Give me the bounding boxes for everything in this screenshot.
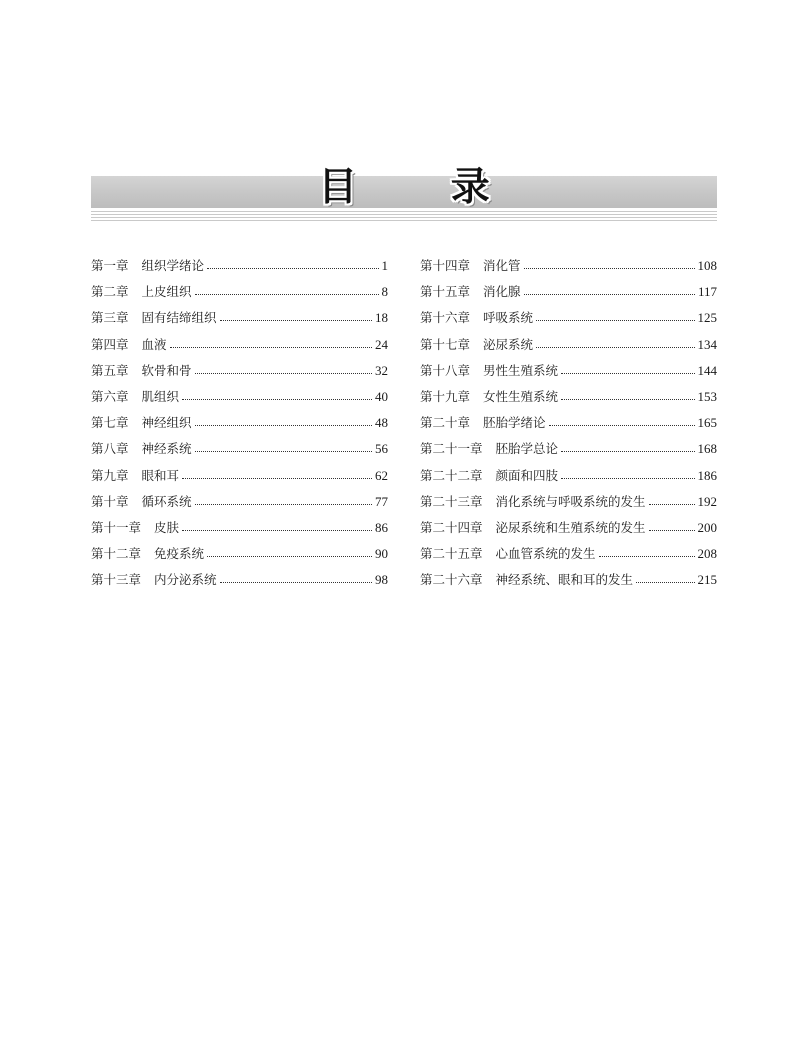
toc-entry[interactable]	[420, 384, 717, 410]
toc-leader-dots	[561, 372, 694, 374]
toc-chapter-title: 消化腺	[483, 284, 521, 300]
toc-leader-dots	[170, 346, 372, 348]
toc-entry[interactable]	[91, 384, 388, 410]
toc-leader-dots	[195, 424, 372, 426]
toc-chapter-label: 第六章	[91, 388, 129, 404]
toc-chapter-label: 第九章	[91, 467, 129, 483]
toc-page-number: 200	[697, 519, 717, 535]
toc-page-number: 108	[697, 258, 717, 273]
toc-leader-dots	[561, 398, 694, 400]
toc-chapter-label: 第四章	[91, 336, 129, 352]
toc-chapter-label: 第十章	[91, 493, 129, 509]
toc-column-right	[420, 253, 717, 593]
toc-entry[interactable]	[420, 489, 717, 515]
toc-leader-dots	[599, 555, 695, 557]
toc-entry[interactable]	[91, 515, 388, 541]
toc-page-number: 56	[375, 441, 388, 457]
toc-chapter-title: 软骨和骨	[141, 362, 192, 378]
toc-chapter-label: 第八章	[91, 441, 129, 457]
toc-entry[interactable]	[91, 279, 388, 305]
toc-entry[interactable]	[91, 332, 388, 358]
toc-entry[interactable]	[420, 279, 717, 305]
toc-chapter-title: 心血管系统的发生	[495, 546, 596, 562]
toc-chapter-title: 组织学绪论	[141, 258, 205, 273]
toc-chapter-label: 第十八章	[420, 362, 471, 378]
toc-page-number: 8	[381, 284, 388, 300]
toc-entry[interactable]	[91, 436, 388, 462]
toc-page-number: 134	[697, 336, 717, 352]
toc-entry[interactable]	[420, 567, 717, 593]
toc-entry[interactable]	[420, 541, 717, 567]
toc-chapter-title: 消化管	[483, 258, 521, 273]
toc-page-number: 24	[375, 336, 388, 352]
toc-leader-dots	[561, 450, 694, 452]
toc-leader-dots	[207, 555, 372, 557]
toc-chapter-title: 胚胎学绪论	[483, 415, 546, 431]
toc-chapter-label: 第二章	[91, 284, 129, 300]
toc-leader-dots	[195, 372, 372, 374]
toc-chapter-title: 男性生殖系统	[483, 362, 559, 378]
toc-entry[interactable]	[420, 332, 717, 358]
toc-chapter-label: 第十五章	[420, 284, 471, 300]
toc-chapter-title: 眼和耳	[141, 467, 180, 483]
toc-chapter-label: 第五章	[91, 362, 129, 378]
toc-page-number: 62	[375, 467, 388, 483]
toc-column-left	[91, 253, 388, 593]
toc-leader-dots	[182, 398, 372, 400]
toc-page-number: 48	[375, 415, 388, 431]
toc-chapter-title: 呼吸系统	[483, 310, 534, 326]
toc-entry[interactable]	[91, 305, 388, 331]
toc-leader-dots	[524, 293, 695, 295]
toc-chapter-label: 第二十章	[420, 415, 471, 431]
toc-chapter-title: 皮肤	[154, 519, 180, 535]
toc-leader-dots	[536, 346, 694, 348]
toc-entry[interactable]	[420, 410, 717, 436]
toc-leader-dots	[220, 581, 372, 583]
toc-chapter-label: 第十二章	[91, 546, 142, 562]
toc-entry[interactable]	[91, 253, 388, 279]
toc-entry[interactable]	[91, 358, 388, 384]
toc-page-number: 144	[697, 362, 717, 378]
toc-chapter-title: 泌尿系统	[483, 336, 534, 352]
toc-entry[interactable]	[91, 489, 388, 515]
toc-leader-dots	[561, 477, 694, 479]
toc-leader-dots	[195, 293, 379, 295]
title-rule-lines	[91, 211, 717, 223]
toc-chapter-label: 第二十六章	[420, 572, 483, 588]
toc-leader-dots	[649, 529, 695, 531]
toc-leader-dots	[207, 267, 378, 269]
toc-page-number: 32	[375, 362, 388, 378]
toc-chapter-title: 女性生殖系统	[483, 388, 559, 404]
toc-chapter-title: 上皮组织	[141, 284, 192, 300]
toc-page-number: 153	[697, 388, 717, 404]
toc-page-number: 40	[375, 388, 388, 404]
toc-chapter-title: 神经系统、眼和耳的发生	[495, 572, 634, 588]
toc-chapter-label: 第十四章	[420, 258, 471, 273]
toc-chapter-label: 第十九章	[420, 388, 471, 404]
toc-page-number: 18	[375, 310, 388, 326]
toc-chapter-title: 神经组织	[141, 415, 192, 431]
toc-chapter-label: 第一章	[91, 258, 129, 273]
toc-page-number: 168	[697, 441, 717, 457]
toc-chapter-label: 第二十三章	[420, 493, 483, 509]
toc-chapter-title: 胚胎学总论	[495, 441, 559, 457]
toc-chapter-title: 固有结缔组织	[141, 310, 217, 326]
toc-chapter-label: 第二十二章	[420, 467, 483, 483]
toc-page-number: 98	[375, 572, 388, 588]
toc-leader-dots	[220, 319, 372, 321]
toc-page-number: 165	[697, 415, 717, 431]
toc-leader-dots	[549, 424, 695, 426]
toc-page-number: 215	[697, 572, 717, 588]
toc-leader-dots	[649, 503, 695, 505]
toc-entry[interactable]	[91, 541, 388, 567]
toc-chapter-label: 第十六章	[420, 310, 471, 326]
toc-chapter-label: 第二十五章	[420, 546, 483, 562]
toc-entry[interactable]	[420, 305, 717, 331]
toc-page-number: 90	[375, 546, 388, 562]
toc-entry[interactable]	[91, 410, 388, 436]
toc-entry[interactable]	[91, 567, 388, 593]
toc-chapter-label: 第二十一章	[420, 441, 483, 457]
toc-leader-dots	[195, 450, 372, 452]
toc-leader-dots	[182, 529, 372, 531]
toc-leader-dots	[195, 503, 372, 505]
toc-entry[interactable]	[420, 358, 717, 384]
toc-entry[interactable]	[420, 436, 717, 462]
toc-page-number: 117	[697, 284, 717, 300]
toc-page-number: 1	[381, 258, 388, 273]
toc-entry[interactable]	[420, 515, 717, 541]
toc-page-number: 77	[375, 493, 388, 509]
toc-chapter-label: 第十一章	[91, 519, 142, 535]
toc-chapter-title: 血液	[141, 336, 167, 352]
toc-entry[interactable]	[91, 463, 388, 489]
toc-chapter-title: 循环系统	[141, 493, 192, 509]
toc-page-number: 192	[697, 493, 717, 509]
toc-chapter-title: 颜面和四肢	[495, 467, 559, 483]
page-title: 目 录	[318, 165, 530, 210]
toc-chapter-label: 第二十四章	[420, 519, 483, 535]
toc-chapter-title: 神经系统	[141, 441, 192, 457]
toc-chapter-label: 第三章	[91, 310, 129, 326]
toc-leader-dots	[524, 267, 695, 269]
toc-page-number: 186	[697, 467, 717, 483]
toc-chapter-title: 泌尿系统和生殖系统的发生	[495, 519, 646, 535]
toc-chapter-title: 免疫系统	[154, 546, 205, 562]
toc-chapter-label: 第十三章	[91, 572, 142, 588]
toc-leader-dots	[636, 581, 694, 583]
toc-page-number: 208	[697, 546, 717, 562]
toc-leader-dots	[182, 477, 372, 479]
toc-entry[interactable]	[420, 253, 717, 279]
toc-leader-dots	[536, 319, 694, 321]
toc-chapter-title: 肌组织	[141, 388, 180, 404]
toc-page-number: 125	[697, 310, 717, 326]
toc-chapter-title: 消化系统与呼吸系统的发生	[495, 493, 646, 509]
toc-chapter-label: 第七章	[91, 415, 129, 431]
toc-entry[interactable]	[420, 463, 717, 489]
toc-chapter-title: 内分泌系统	[154, 572, 217, 588]
toc-chapter-label: 第十七章	[420, 336, 471, 352]
toc-page-number: 86	[375, 519, 388, 535]
